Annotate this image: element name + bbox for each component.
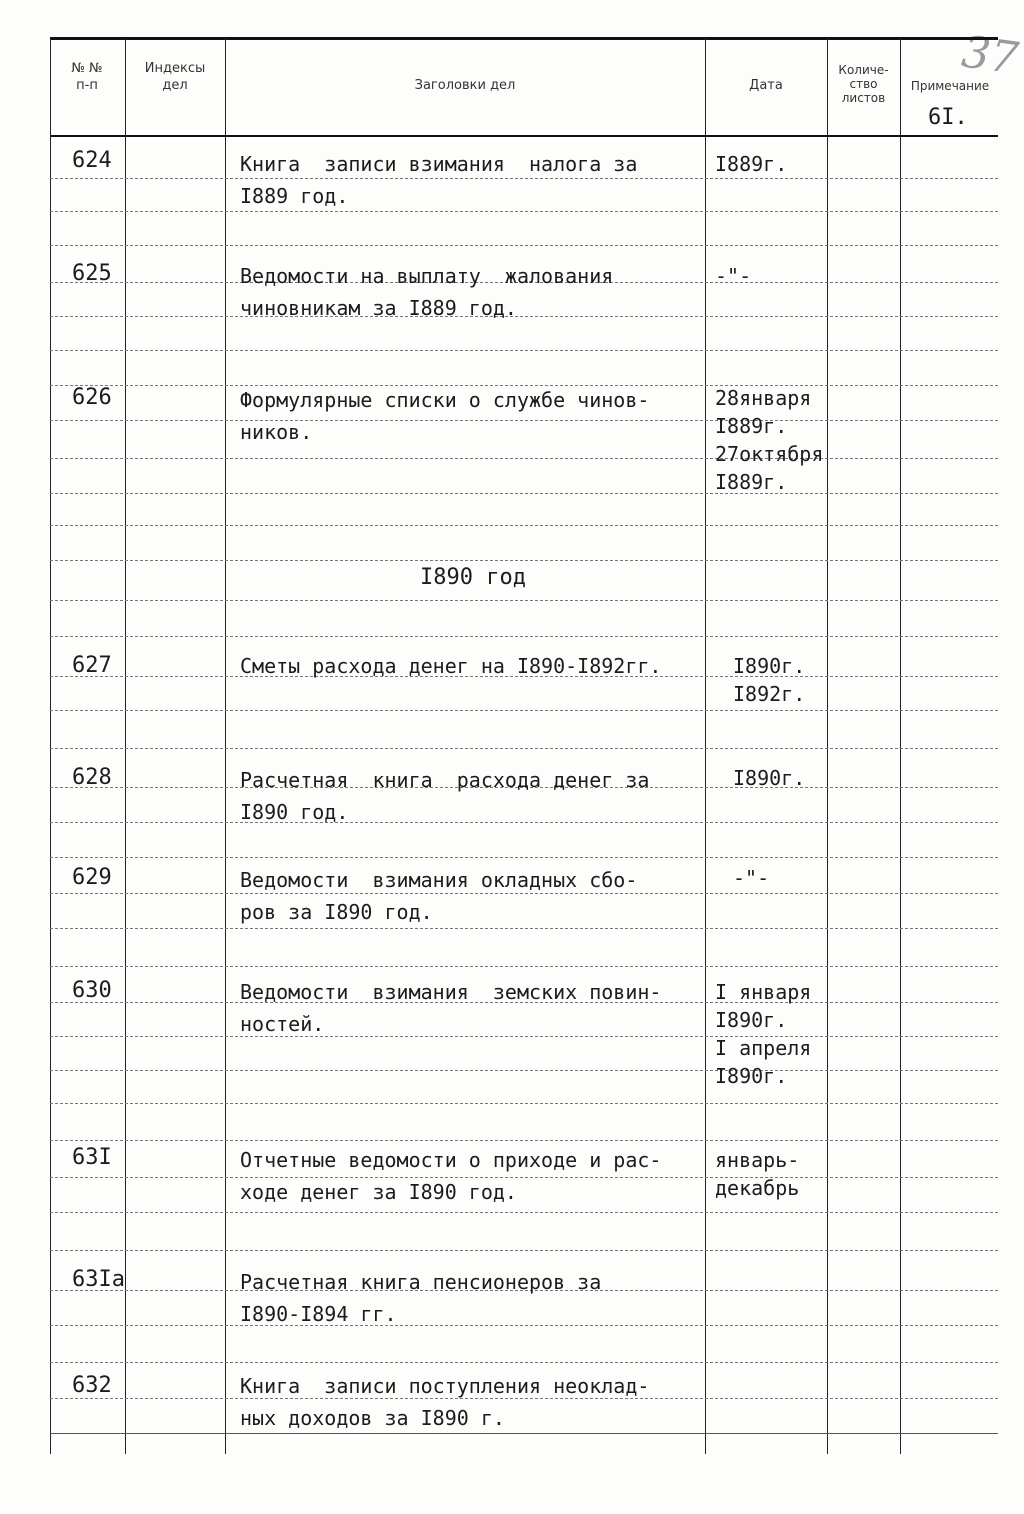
case-date: I890г. I892г.: [733, 654, 806, 706]
case-date: 28января I889г. 27октября I889г.: [715, 386, 824, 494]
column-rule: [225, 38, 226, 1454]
ruled-line: [50, 1070, 998, 1071]
ruled-line: [50, 710, 998, 711]
case-date: -"-: [733, 866, 770, 890]
case-number: 63Iа: [72, 1267, 125, 1292]
archive-folio-mark: 37: [958, 26, 1022, 85]
case-title: Книга записи поступления неоклад- ных доходов за I890 г.: [240, 1374, 650, 1430]
case-title: Сметы расхода денег на I890-I892гг.: [240, 654, 662, 678]
header-note: Примечание: [910, 79, 990, 93]
ruled-line: [50, 1250, 998, 1251]
case-number: 629: [72, 865, 112, 890]
ruled-line: [50, 458, 998, 459]
ruled-line: [50, 350, 998, 351]
year-section-heading: I890 год: [420, 565, 526, 590]
ruled-line: [50, 1140, 998, 1141]
case-number: 627: [72, 653, 112, 678]
case-title: Формулярные списки о службе чинов- ников.: [240, 388, 650, 444]
header-index: Индексы дел: [144, 61, 206, 93]
column-rule: [50, 38, 51, 1454]
header-sheet-count: Количе- ство листов: [838, 63, 889, 105]
case-number: 628: [72, 765, 112, 790]
case-number: 625: [72, 261, 112, 286]
ruled-line: [50, 1103, 998, 1104]
table-top-border: [50, 37, 998, 40]
column-rule: [125, 38, 126, 1454]
sheet-number: 6I.: [928, 105, 968, 130]
case-title: Ведомости взимания окладных сбо- ров за I890 год.: [240, 868, 638, 924]
ruled-line: [50, 600, 998, 601]
ruled-line: [50, 748, 998, 749]
case-number: 632: [72, 1373, 112, 1398]
case-number: 630: [72, 978, 112, 1003]
header-title: Заголовки дел: [414, 78, 516, 93]
column-rule: [827, 38, 828, 1454]
header-number: № № п-п: [71, 61, 103, 93]
case-title: Расчетная книга расхода денег за I890 год.: [240, 768, 650, 824]
header-bottom-border: [50, 135, 998, 137]
case-date: I января I890г. I апреля I890г.: [715, 980, 812, 1088]
ruled-line: [50, 560, 998, 561]
case-date: I890г.: [733, 766, 806, 790]
case-number: 626: [72, 385, 112, 410]
ruled-line: [50, 928, 998, 929]
case-number: 63I: [72, 1145, 112, 1170]
ruled-line: [50, 636, 998, 637]
case-date: I889г.: [715, 152, 788, 176]
case-date: -"-: [715, 264, 752, 288]
ruled-line: [50, 525, 998, 526]
ruled-line: [50, 245, 998, 246]
ruled-line: [50, 493, 998, 494]
case-number: 624: [72, 148, 112, 173]
case-title: Ведомости на выплату жалования чиновникам за I889 год.: [240, 264, 614, 320]
ruled-line: [50, 1212, 998, 1213]
case-title: Отчетные ведомости о приходе и рас- ходе денег за I890 год.: [240, 1148, 662, 1204]
column-rule: [705, 38, 706, 1454]
case-title: Книга записи взимания налога за I889 год.: [240, 152, 638, 208]
ruled-line: [50, 857, 998, 858]
ruled-line: [50, 966, 998, 967]
header-date: Дата: [749, 78, 783, 93]
ruled-line: [50, 1362, 998, 1363]
column-rule: [900, 38, 901, 1454]
case-date: январь- декабрь: [715, 1148, 800, 1200]
case-title: Ведомости взимания земских повин- ностей.: [240, 980, 662, 1036]
case-title: Расчетная книга пенсионеров за I890-I894 гг.: [240, 1270, 602, 1326]
